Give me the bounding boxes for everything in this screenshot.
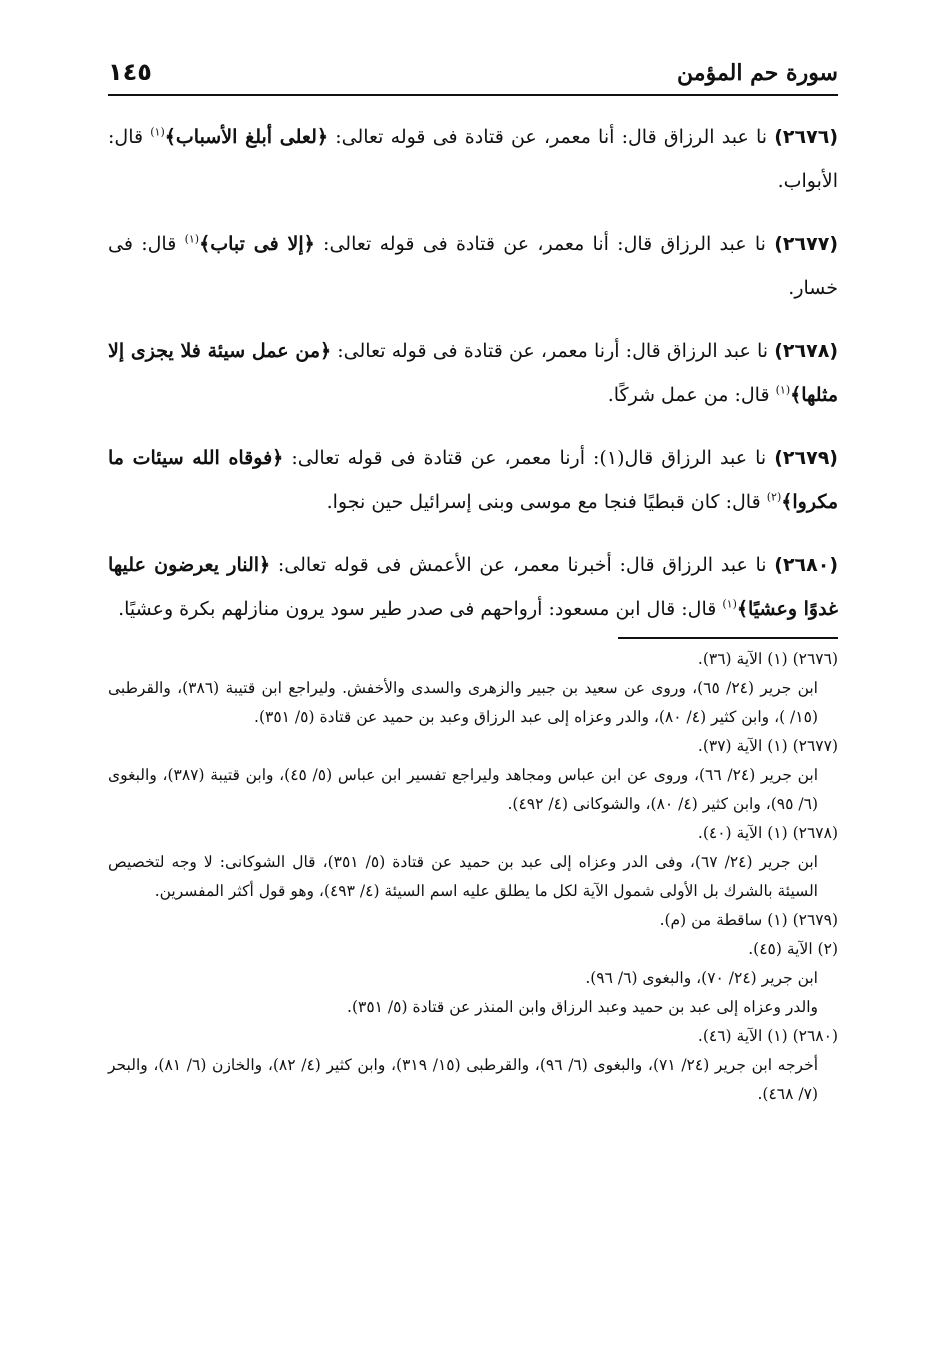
footnote-heading: (٢٦٧٧) (١) الآية (٣٧). [697, 737, 838, 755]
footnote-text: والدر وعزاه إلى عبد بن حميد وعبد الرزاق وابن المنذر عن قتادة (٥/ ٣٥١). [347, 998, 818, 1016]
footnote-heading: (٢٦٧٦) (١) الآية (٣٦). [697, 650, 838, 668]
hadith-entry [108, 436, 838, 524]
entry-number: (٢٦٧٩) [774, 447, 838, 469]
entry-text: قال: فى خسار. [108, 233, 838, 299]
hadith-entry [108, 222, 838, 310]
footnote-text: ابن جرير (٢٤/ ٦٦)، وروى عن ابن عباس ومجاهد وليراجع تفسير ابن عباس (٥/ ٤٥)، وابن قتيبة (٣٨٧)، والبغوى (٦/ ٩٥)، وابن كثير (٤/ ٨٠)، والشوكانى (٤/ ٤٩٢). [108, 766, 818, 813]
page-number: ١٤٥ [108, 58, 152, 86]
footnote-heading: (٢٦٧٩) (١) ساقطة من (م). [659, 911, 838, 929]
page [108, 56, 838, 1109]
entry-text: قال: كان قبطيًا فنجا مع موسى وبنى إسرائيل حين نجوا. [326, 491, 767, 513]
footnote-heading: (٢) الآية (٤٥). [748, 940, 838, 958]
hadith-entry [108, 543, 838, 631]
quran-verse: ﴿من عمل سيئة فلا يجزى إلا مثلها﴾ [108, 340, 838, 406]
footnote-text: ابن جرير (٢٤/ ٧٠)، والبغوى (٦/ ٩٦). [585, 969, 818, 987]
footnote-text: أخرجه ابن جرير (٢٤/ ٧١)، والبغوى (٦/ ٩٦)، والقرطبى (١٥/ ٣١٩)، وابن كثير (٤/ ٨٢)، والخازن (٦/ ٨١)، والبحر (٧/ ٤٦٨). [108, 1056, 818, 1103]
footnote-ref: (٢) [766, 490, 782, 504]
entry-number: (٢٦٧٧) [774, 233, 838, 255]
footnote-ref: (١) [775, 383, 791, 397]
quran-verse: ﴿فوقاه الله سيئات ما مكروا﴾ [108, 447, 838, 513]
footnote-text: ابن جرير (٢٤/ ٦٥)، وروى عن سعيد بن جبير والزهرى والسدى والأخفش. وليراجع ابن قتيبة (٣٨٦)، والقرطبى (١٥/ )، وابن كثير (٤/ ٨٠)، والدر وعزاه إلى عبد الرزاق وعبد بن حميد عن قتادة (٥/ ٣٥١). [108, 679, 818, 726]
footnote-ref: (١) [722, 597, 737, 611]
quran-verse: ﴿لعلى أبلغ الأسباب﴾ [164, 126, 329, 148]
entry-text: نا عبد الرزاق قال(١): أرنا معمر، عن قتادة فى قوله تعالى: [283, 447, 775, 469]
main-text [108, 115, 838, 631]
quran-verse: ﴿إلا فى تباب﴾ [199, 233, 315, 255]
entry-text: نا عبد الرزاق قال: أنا معمر، عن قتادة فى قوله تعالى: [314, 233, 775, 255]
entry-text: قال: الأبواب. [108, 126, 838, 192]
footnote-ref: (١) [184, 232, 200, 246]
quran-verse: ﴿النار يعرضون عليها غدوًا وعشيًا﴾ [108, 554, 838, 620]
surah-title: سورة حم المؤمن [677, 60, 838, 86]
entry-text: قال: من عمل شركًا. [607, 384, 776, 406]
entry-number: (٢٦٨٠) [774, 554, 839, 576]
entry-text: نا عبد الرزاق قال: أرنا معمر، عن قتادة فى قوله تعالى: [331, 340, 775, 362]
footnote-text: ابن جرير (٢٤/ ٦٧)، وفى الدر وعزاه إلى عبد بن حميد عن قتادة (٥/ ٣٥١)، قال الشوكانى: لا وجه لتخصيص السيئة بالشرك بل الأولى شمول الآية لكل ما يطلق عليه اسم السيئة (٤/ ٤٩٣)، وهو قول أكثر المفسرين. [108, 853, 818, 900]
footnote-separator [618, 637, 838, 639]
entry-text: نا عبد الرزاق قال: أنا معمر، عن قتادة فى قوله تعالى: [328, 126, 775, 148]
footnotes [108, 645, 838, 1109]
running-header [108, 56, 838, 96]
entry-text: قال: قال ابن مسعود: أرواحهم فى صدر طير سود يرون منازلهم بكرة وعشيًا. [118, 598, 723, 620]
entry-text: نا عبد الرزاق قال: أخبرنا معمر، عن الأعمش فى قوله تعالى: [270, 554, 775, 576]
footnote-heading: (٢٦٨٠) (١) الآية (٤٦). [697, 1027, 838, 1045]
entry-number: (٢٦٧٦) [774, 126, 838, 148]
footnote-heading: (٢٦٧٨) (١) الآية (٤٠). [697, 824, 838, 842]
hadith-entry [108, 329, 838, 417]
hadith-entry [108, 115, 838, 203]
footnote-ref: (١) [150, 125, 165, 139]
entry-number: (٢٦٧٨) [774, 340, 838, 362]
